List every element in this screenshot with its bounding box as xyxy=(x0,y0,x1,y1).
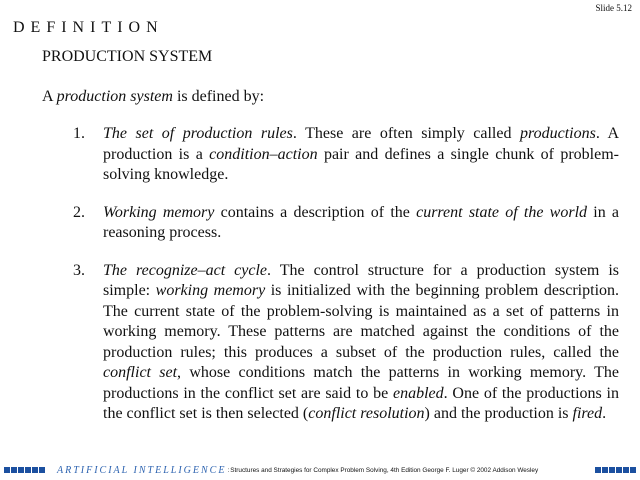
item-emphasis: conflict resolution xyxy=(308,405,425,422)
footer-colon: : xyxy=(227,466,230,474)
item-emphasis: current state of the world xyxy=(416,203,588,221)
square-icon xyxy=(623,467,629,473)
item-text: . xyxy=(602,405,607,422)
item-text: is initialized with the beginning problem description. The current state of the problem-solving is maintained as a set of patterns in working memory. These patterns are matched against the conditions of the production rules; this produces a subset of the production rules, called the xyxy=(103,282,620,361)
definition-list xyxy=(73,124,620,425)
definition-label: DEFINITION xyxy=(13,19,164,36)
list-item-recognize-act-cycle xyxy=(73,261,620,425)
square-icon xyxy=(609,467,615,473)
item-emphasis: productions xyxy=(519,125,596,142)
square-icon xyxy=(32,467,38,473)
square-icon xyxy=(39,467,45,473)
intro-text xyxy=(42,88,264,106)
square-icon xyxy=(4,467,10,473)
item-emphasis: conflict set xyxy=(103,364,178,381)
item-term: Working memory xyxy=(103,203,215,221)
item-text: in a reasoning process. xyxy=(103,203,620,241)
item-term: The recognize–act cycle xyxy=(103,261,267,279)
item-emphasis: condition–action xyxy=(209,145,318,163)
item-text: . The control structure for a production system is simple: xyxy=(103,261,620,299)
item-text: . These are often simply called xyxy=(292,125,520,142)
intro-post: is defined by: xyxy=(172,88,265,105)
item-emphasis: enabled xyxy=(392,384,444,402)
footer-bar xyxy=(0,463,640,477)
item-emphasis: fired xyxy=(572,405,603,422)
item-number: 3. xyxy=(73,261,85,279)
square-icon xyxy=(630,467,636,473)
footer-book-credit: Structures and Strategies for Complex Problem Solving, 4th Edition George F. Luger © 2002 Addison Wesley xyxy=(230,466,539,474)
item-term: The set of production rules xyxy=(103,125,293,142)
slide-number: Slide 5.12 xyxy=(595,3,632,13)
square-icon xyxy=(616,467,622,473)
item-number: 1. xyxy=(73,125,85,142)
square-icon xyxy=(602,467,608,473)
square-icon xyxy=(11,467,17,473)
footer-squares-right xyxy=(595,467,636,473)
item-text: contains a description of the xyxy=(214,203,417,221)
item-number: 2. xyxy=(73,203,85,221)
footer-course-title: ARTIFICIAL INTELLIGENCE xyxy=(57,464,227,476)
square-icon xyxy=(25,467,31,473)
list-item-production-rules xyxy=(73,124,620,186)
item-emphasis: working memory xyxy=(155,282,266,299)
item-text: . One of the productions in the conflict set is then selected ( xyxy=(103,384,619,422)
item-text: , whose conditions match the patterns in working memory. The productions in the conflict set are said to be xyxy=(103,364,619,402)
item-text: . A production is a xyxy=(103,125,620,163)
item-text: ) and the production is xyxy=(424,405,573,422)
intro-pre: A xyxy=(42,88,57,105)
square-icon xyxy=(18,467,24,473)
square-icon xyxy=(595,467,601,473)
list-item-working-memory xyxy=(73,203,620,244)
intro-emphasis: production system xyxy=(56,88,173,105)
footer-squares-left xyxy=(4,467,45,473)
section-title: PRODUCTION SYSTEM xyxy=(42,48,213,65)
item-text: pair and defines a single chunk of problem-solving knowledge. xyxy=(103,145,620,183)
